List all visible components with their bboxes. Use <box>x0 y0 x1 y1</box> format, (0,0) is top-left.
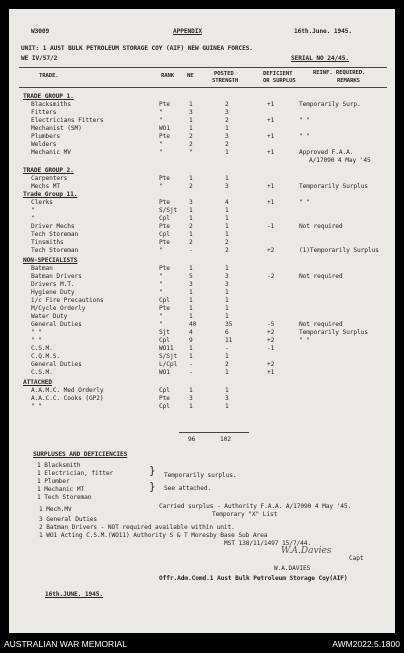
cell-trade: Water Duty <box>31 313 68 320</box>
cell-deficiency: +2 <box>267 337 275 344</box>
surplus-item: 1 Blacksmith <box>37 462 81 469</box>
cell-remarks: Not required <box>299 223 343 230</box>
cell-posted: 1 <box>225 305 229 312</box>
cell-trade: " " <box>31 403 42 410</box>
surplus-item: 1 WO1 Acting C.S.M.(WO11) Authority S & T Moresby Base Sub Area <box>39 532 268 539</box>
cell-remarks: Temporarily Surplus <box>299 329 368 336</box>
cell-posted: 1 <box>225 265 229 272</box>
cell-posted: 3 <box>225 395 229 402</box>
cell-ne: - <box>189 369 193 376</box>
cell-rank: Pte <box>159 305 170 312</box>
cell-posted: 1 <box>225 125 229 132</box>
cell-rank: Pte <box>159 223 170 230</box>
cell-trade: Mechs MT <box>31 183 61 190</box>
cell-trade: C.S.M. <box>31 345 53 352</box>
cell-rank: Cpl <box>159 403 170 410</box>
cell-trade: Tinsmiths <box>31 239 64 246</box>
cell-deficiency: +1 <box>267 133 275 140</box>
cell-trade: " " <box>31 329 42 336</box>
cell-ne: 1 <box>189 215 193 222</box>
cell-remarks: " " <box>299 337 310 344</box>
cell-ne: 1 <box>189 125 193 132</box>
cell-posted: 1 <box>225 387 229 394</box>
cell-trade: Tech Storeman <box>31 231 79 238</box>
surplus-item: 1 Electrician, fitter <box>37 470 114 477</box>
cell-ne: 1 <box>189 175 193 182</box>
cell-deficiency: +1 <box>267 101 275 108</box>
cell-trade: Carpenters <box>31 175 68 182</box>
cell-trade: NON-SPECIALISTS <box>23 257 78 264</box>
cell-trade: TRADE GROUP 2. <box>23 167 74 174</box>
cell-rank: Pte <box>159 101 170 108</box>
totals-rule <box>179 432 249 433</box>
cell-ne: 3 <box>189 395 193 402</box>
cell-posted: 2 <box>225 247 229 254</box>
cell-rank: Pte <box>159 133 170 140</box>
col-reinf: REINF. REQUIRED. <box>313 70 366 76</box>
cell-remarks: A/17090 4 May '45 <box>309 157 371 164</box>
cell-trade: General Duties <box>31 321 82 328</box>
cell-trade: Mechanic MV <box>31 149 71 156</box>
cell-remarks: Not required <box>299 273 343 280</box>
cell-ne: 3 <box>189 281 193 288</box>
cell-rank: Pte <box>159 199 170 206</box>
cell-deficiency: +2 <box>267 329 275 336</box>
cell-ne: 1 <box>189 101 193 108</box>
cell-remarks: (1)Temporarily Surplus <box>299 247 379 254</box>
cell-posted: 1 <box>225 289 229 296</box>
cell-ne: 3 <box>189 109 193 116</box>
cell-ne: - <box>189 361 193 368</box>
cell-ne: " <box>189 149 193 156</box>
cell-posted: 3 <box>225 109 229 116</box>
cell-trade: Batman <box>31 265 53 272</box>
surpluses-heading: SURPLUSES AND DEFICIENCIES <box>33 451 128 458</box>
cell-trade: C.S.M. <box>31 369 53 376</box>
cell-posted: 2 <box>225 239 229 246</box>
cell-trade: A.A.M.C. Med Orderly <box>31 387 104 394</box>
caption-source: AUSTRALIAN WAR MEMORIAL <box>4 639 127 649</box>
cell-rank: " <box>159 109 163 116</box>
cell-rank: " <box>159 149 163 156</box>
cell-deficiency: +1 <box>267 117 275 124</box>
cell-ne: 5 <box>189 273 193 280</box>
cell-ne: 1 <box>189 207 193 214</box>
cell-trade: Drivers M.T. <box>31 281 75 288</box>
cell-rank: " <box>159 247 163 254</box>
cell-posted: 1 <box>225 149 229 156</box>
document-date: 16th.June. 1945. <box>294 28 353 35</box>
cell-deficiency: +1 <box>267 199 275 206</box>
cell-posted: 1 <box>225 223 229 230</box>
total-posted: 102 <box>220 436 231 443</box>
col-ne: NE <box>187 73 194 79</box>
cell-posted: 4 <box>225 199 229 206</box>
cell-remarks: " " <box>299 199 310 206</box>
cell-deficiency: +1 <box>267 149 275 156</box>
cell-trade: Tech Storeman <box>31 247 79 254</box>
col-strength: STRENGTH <box>212 78 239 84</box>
cell-posted: 35 <box>225 321 233 328</box>
cell-rank: Cpl <box>159 215 170 222</box>
cell-ne: 2 <box>189 239 193 246</box>
cell-ne: 1 <box>189 345 193 352</box>
cell-trade: Welders <box>31 141 57 148</box>
col-deficient: DEFICIENT <box>263 71 293 77</box>
caption-accession: AWM2022.5.1800 <box>332 639 400 649</box>
document-sheet <box>9 9 395 633</box>
surplus-item: 1 Mechanic MT <box>37 486 85 493</box>
cell-ne: 2 <box>189 223 193 230</box>
cell-posted: 3 <box>225 281 229 288</box>
cell-trade: ATTACHED <box>23 379 53 386</box>
cell-deficiency: -5 <box>267 321 275 328</box>
col-posted: POSTED <box>214 71 234 77</box>
cell-rank: " <box>159 117 163 124</box>
appendix-title: APPENDIX <box>173 28 203 35</box>
cell-posted: 3 <box>225 183 229 190</box>
cell-remarks: Approved F.A.A. <box>299 149 354 156</box>
cell-trade: Hygiene Duty <box>31 289 75 296</box>
cell-deficiency: +2 <box>267 247 275 254</box>
cell-rank: " <box>159 281 163 288</box>
cell-posted: 1 <box>225 313 229 320</box>
cell-posted: 1 <box>225 175 229 182</box>
cell-trade: General Duties <box>31 361 82 368</box>
cell-trade: " " <box>31 337 42 344</box>
cell-posted: 2 <box>225 117 229 124</box>
cell-trade: Blacksmiths <box>31 101 71 108</box>
cell-ne: 9 <box>189 337 193 344</box>
cell-posted: - <box>225 345 229 352</box>
cell-trade: i/c Fire Precautions <box>31 297 104 304</box>
cell-ne: 1 <box>189 231 193 238</box>
cell-rank: WO11 <box>159 345 174 352</box>
cell-rank: WO1 <box>159 369 170 376</box>
cell-trade: TRADE GROUP 1. <box>23 93 74 100</box>
cell-posted: 1 <box>225 215 229 222</box>
brace: } <box>149 480 156 493</box>
cell-ne: 40 <box>189 321 197 328</box>
cell-trade: C.Q.M.S. <box>31 353 61 360</box>
cell-deficiency: +1 <box>267 369 275 376</box>
cell-posted: 1 <box>225 207 229 214</box>
cell-trade: Trade Group 11. <box>23 191 78 198</box>
cell-rank: " <box>159 321 163 328</box>
surplus-item: 2 Batman Drivers - NOT required available within unit. <box>39 524 235 531</box>
surplus-item: 1 Plumber <box>37 478 70 485</box>
cell-ne: 1 <box>189 305 193 312</box>
cell-trade: Electricians Fitters <box>31 117 104 124</box>
cell-rank: " <box>159 183 163 190</box>
cell-rank: " <box>159 313 163 320</box>
cell-posted: 1 <box>225 369 229 376</box>
cell-rank: Pte <box>159 239 170 246</box>
footer-date: 16th.JUNE. 1945. <box>45 591 104 598</box>
cell-ne: 1 <box>189 117 193 124</box>
cell-trade: Mechanist (SM) <box>31 125 82 132</box>
total-ne: 96 <box>188 436 196 443</box>
cell-remarks: Not required <box>299 321 343 328</box>
cell-rank: S/Sjt <box>159 353 178 360</box>
cell-posted: 2 <box>225 101 229 108</box>
signature-name: W.A.DAVIES <box>274 565 311 572</box>
surplus-item: 3 General Duties <box>39 516 98 523</box>
cell-ne: 1 <box>189 313 193 320</box>
cell-deficiency: +2 <box>267 361 275 368</box>
cell-ne: 1 <box>189 403 193 410</box>
cell-remarks: " " <box>299 133 310 140</box>
col-trade: TRADE. <box>39 73 59 79</box>
cell-trade: Fitters <box>31 109 57 116</box>
signature-title: Offr.Adm.Comd.1 Aust Bulk Petroleum Storage Coy(AIF) <box>159 575 348 582</box>
cell-posted: 6 <box>225 329 229 336</box>
cell-ne: 1 <box>189 265 193 272</box>
cell-ne: 2 <box>189 183 193 190</box>
cell-posted: 11 <box>225 337 233 344</box>
cell-posted: 1 <box>225 353 229 360</box>
cell-ne: 3 <box>189 199 193 206</box>
cell-rank: Cpl <box>159 387 170 394</box>
surplus-note-attached: See attached. <box>164 485 212 492</box>
cell-posted: 1 <box>225 231 229 238</box>
cell-posted: 1 <box>225 297 229 304</box>
cell-trade: Plumbers <box>31 133 61 140</box>
col-surplus: OR SURPLUS <box>263 78 296 84</box>
cell-rank: Pte <box>159 395 170 402</box>
cell-posted: 2 <box>225 141 229 148</box>
reference-number: W3009 <box>31 28 50 35</box>
cell-trade: Clerks <box>31 199 53 206</box>
cell-trade: " <box>31 207 35 214</box>
serial-number: SERIAL NO 24/45. <box>291 55 350 62</box>
temporary-list-note: Temporary "X" List <box>212 511 278 518</box>
cell-ne: 1 <box>189 353 193 360</box>
cell-rank: " <box>159 289 163 296</box>
col-rank: RANK <box>161 73 175 79</box>
cell-rank: Pte <box>159 265 170 272</box>
cell-ne: 2 <box>189 141 193 148</box>
cell-ne: 1 <box>189 289 193 296</box>
cell-posted: 1 <box>225 403 229 410</box>
cell-rank: " <box>159 273 163 280</box>
signature-rank: Capt <box>349 555 364 562</box>
cell-posted: 2 <box>225 361 229 368</box>
mst-reference: MST 138/11/1497 15/7/44. <box>224 540 312 547</box>
col-remarks: REMARKS <box>337 78 360 84</box>
cell-rank: Cpl <box>159 337 170 344</box>
cell-trade: A.A.C.C. Cooks (GP2) <box>31 395 104 402</box>
cell-deficiency: +1 <box>267 183 275 190</box>
surplus-item: 1 Mech.MV <box>39 506 72 513</box>
cell-rank: WO1 <box>159 125 170 132</box>
cell-trade: " <box>31 215 35 222</box>
cell-rank: Cpl <box>159 297 170 304</box>
cell-remarks: Temporarily Surplus <box>299 183 368 190</box>
cell-trade: Driver Mechs <box>31 223 75 230</box>
we-line: WE IV/57/2 <box>21 55 58 62</box>
unit-line: UNIT: 1 AUST BULK PETROLEUM STORAGE COY (AIF) NEW GUINEA FORCES. <box>21 45 254 52</box>
cell-deficiency: -2 <box>267 273 275 280</box>
cell-rank: Pte <box>159 175 170 182</box>
cell-remarks: " " <box>299 117 310 124</box>
carried-surplus-note: Carried surplus - Authority F.A.A. A/17090 4 May '45. <box>159 503 352 510</box>
cell-deficiency: -1 <box>267 223 275 230</box>
cell-posted: 3 <box>225 273 229 280</box>
brace: } <box>149 464 156 477</box>
cell-rank: Sjt <box>159 329 170 336</box>
header-top-rule <box>19 67 387 68</box>
surplus-item: 1 Tech Storeman <box>37 494 92 501</box>
caption-bar <box>0 633 404 653</box>
cell-rank: " <box>159 141 163 148</box>
cell-ne: 2 <box>189 133 193 140</box>
cell-ne: 4 <box>189 329 193 336</box>
cell-deficiency: -1 <box>267 345 275 352</box>
cell-ne: 1 <box>189 297 193 304</box>
cell-ne: - <box>189 247 193 254</box>
cell-rank: S/Sjt <box>159 207 178 214</box>
cell-trade: Batman Drivers <box>31 273 82 280</box>
handwritten-signature: W.A.Davies <box>281 546 332 556</box>
cell-ne: 1 <box>189 387 193 394</box>
cell-rank: L/Cpl <box>159 361 178 368</box>
cell-remarks: Temporarily Surp. <box>299 101 361 108</box>
surplus-note-temporary: Temporarily surplus. <box>164 472 237 479</box>
cell-posted: 3 <box>225 133 229 140</box>
cell-trade: M/Cycle Orderly <box>31 305 86 312</box>
cell-rank: Cpl <box>159 231 170 238</box>
header-bottom-rule <box>19 87 387 88</box>
